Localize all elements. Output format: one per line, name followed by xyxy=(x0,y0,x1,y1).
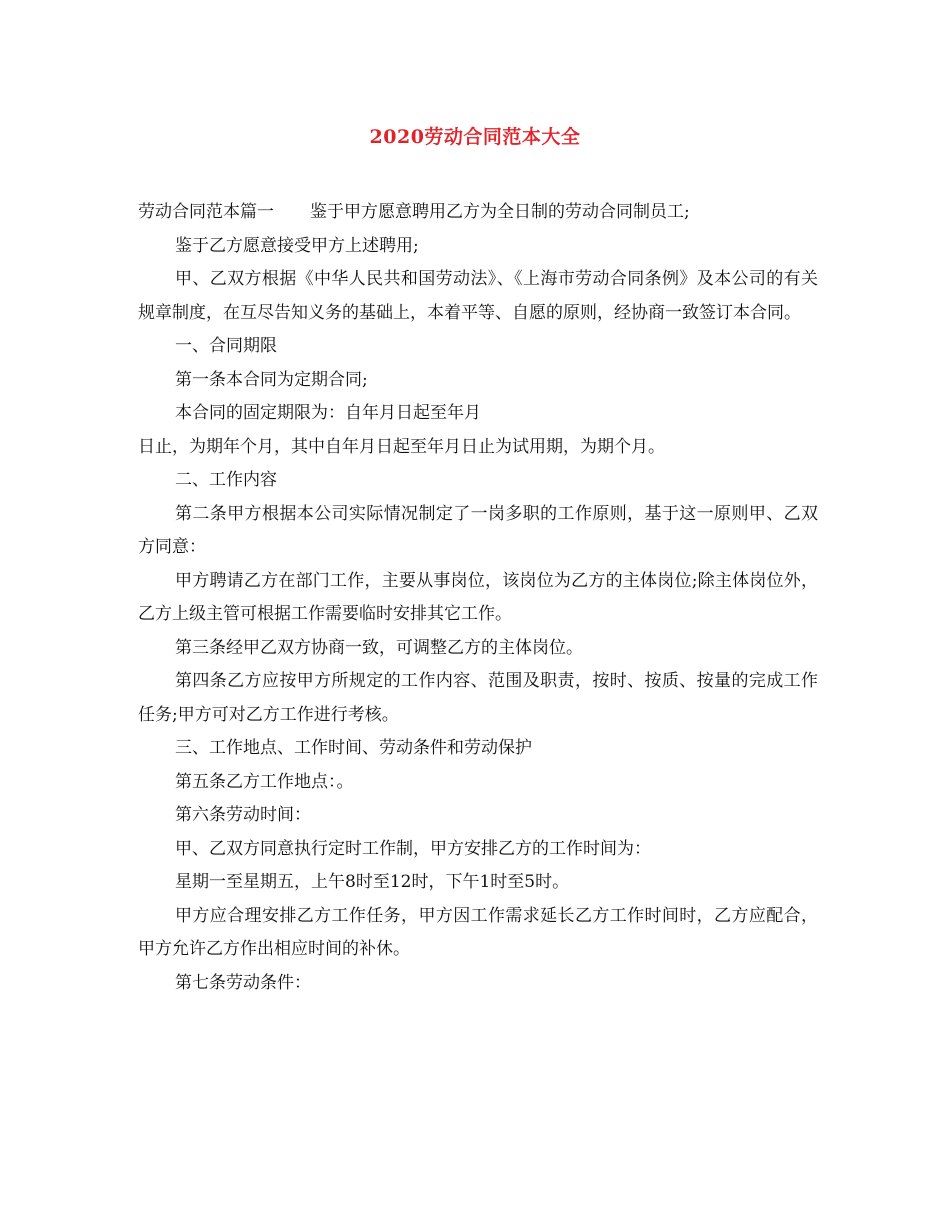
section-heading: 一、合同期限 xyxy=(175,336,277,356)
paragraph: 鉴于乙方愿意接受甲方上述聘用; xyxy=(175,235,419,256)
paragraph: 星期一至星期五，上午8时至12时，下午1时至5时。 xyxy=(175,872,570,892)
paragraph: 第三条经甲乙双方协商一致，可调整乙方的主体岗位。 xyxy=(175,637,583,658)
section-lead: 劳动合同范本篇一 xyxy=(138,202,274,222)
paragraph: 第四条乙方应按甲方所规定的工作内容、范围及职责，按时、按质、按量的完成工作任务;甲方可对乙方工作进行考核。 xyxy=(138,671,818,725)
paragraph: 甲方聘请乙方在部门工作，主要从事岗位，该岗位为乙方的主体岗位;除主体岗位外，乙方上级主管可根据工作需要临时安排其它工作。 xyxy=(138,570,818,624)
paragraph: 日止，为期年个月，其中自年月日起至年月日止为试用期，为期个月。 xyxy=(138,436,665,457)
section-heading: 二、工作内容 xyxy=(175,470,277,490)
paragraph: 甲、乙双方根据《中华人民共和国劳动法》、《上海市劳动合同条例》及本公司的有关规章制度，在互尽告知义务的基础上，本着平等、自愿的原则，经协商一致签订本合同。 xyxy=(138,269,818,323)
first-line-text: 鉴于甲方愿意聘用乙方为全日制的劳动合同制员工; xyxy=(310,202,690,222)
paragraph: 甲方应合理安排乙方工作任务，甲方因工作需求延长乙方工作时间时，乙方应配合，甲方允许乙方作出相应时间的补休。 xyxy=(138,905,818,959)
paragraph: 第六条劳动时间： xyxy=(175,805,311,825)
paragraph: 第七条劳动条件： xyxy=(175,972,311,993)
paragraph: 第二条甲方根据本公司实际情况制定了一岗多职的工作原则，基于这一原则甲、乙双方同意： xyxy=(138,503,818,557)
section-heading: 三、工作地点、工作时间、劳动条件和劳动保护 xyxy=(175,738,532,758)
paragraph: 第五条乙方工作地点：。 xyxy=(175,771,354,792)
paragraph: 甲、乙双方同意执行定时工作制，甲方安排乙方的工作时间为： xyxy=(175,838,651,859)
paragraph: 本合同的固定期限为：自年月日起至年月 xyxy=(175,403,481,423)
paragraph: 第一条本合同为定期合同; xyxy=(175,369,368,390)
document-title: 2020劳动合同范本大全 xyxy=(369,126,581,148)
first-paragraph xyxy=(138,196,818,230)
document-body xyxy=(138,196,818,1000)
